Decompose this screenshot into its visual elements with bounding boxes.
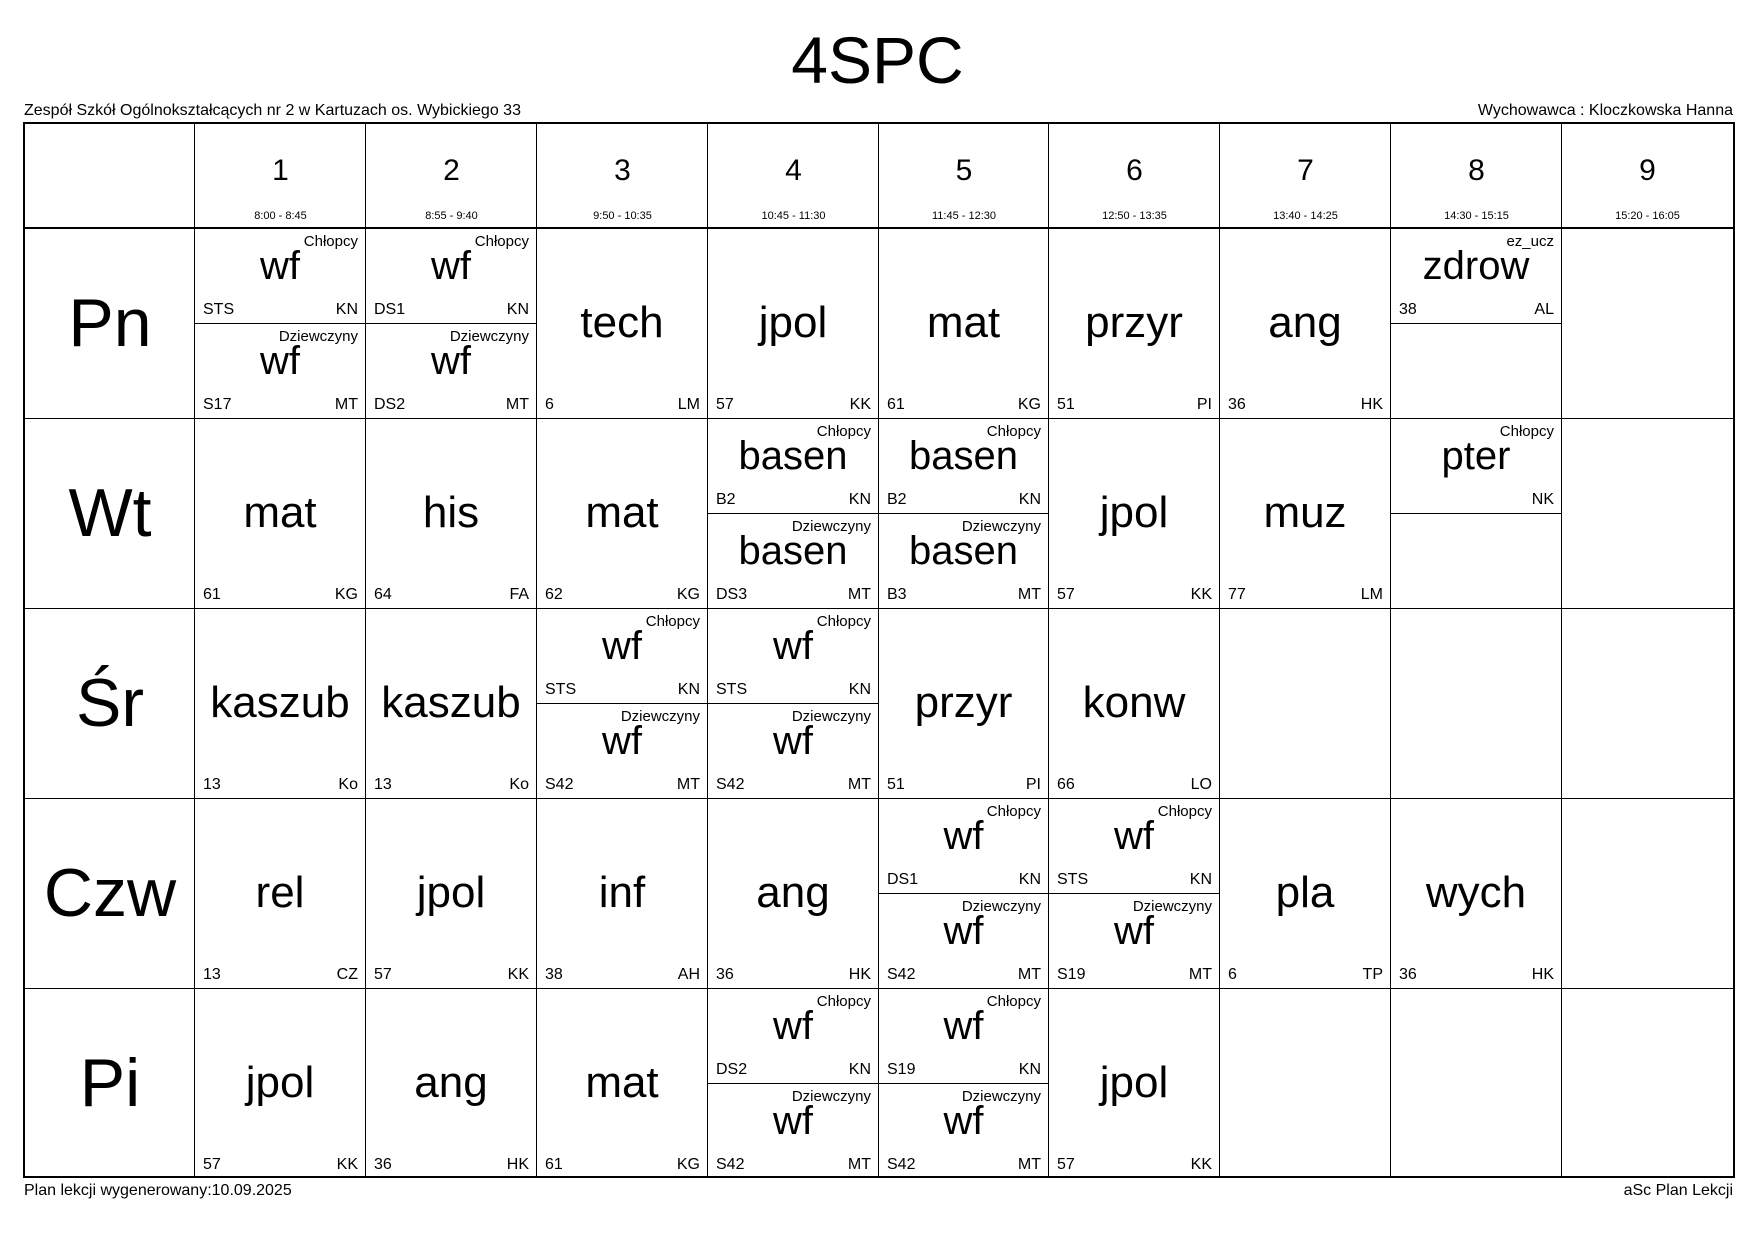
- period-header: [1049, 124, 1220, 228]
- period-header: [537, 124, 708, 228]
- teacher-code: KN: [335, 301, 358, 318]
- day-label: Pi: [79, 1045, 141, 1121]
- teacher-code: KG: [676, 586, 700, 603]
- period-number: 9: [1639, 154, 1656, 187]
- class-teacher: Wychowawca : Kloczkowska Hanna: [1477, 102, 1733, 119]
- teacher-code: KN: [1018, 491, 1041, 508]
- room-code: 64: [374, 586, 392, 603]
- subject-name: wych: [1425, 868, 1527, 917]
- room-code: 36: [1228, 396, 1246, 413]
- period-header: [1220, 124, 1391, 228]
- room-code: DS2: [716, 1061, 748, 1078]
- room-code: S42: [887, 966, 916, 983]
- subject-name: jpol: [1099, 1058, 1169, 1107]
- subject-name: wf: [602, 624, 642, 668]
- room-code: 61: [203, 586, 221, 603]
- room-code: S42: [716, 776, 745, 793]
- subject-name: wf: [773, 719, 813, 763]
- teacher-code: MT: [1017, 586, 1041, 603]
- period-time: 14:30 - 15:15: [1444, 210, 1509, 222]
- room-code: 51: [887, 776, 905, 793]
- teacher-code: HK: [1360, 396, 1383, 413]
- period-header: [1391, 124, 1562, 228]
- lesson-group[interactable]: [708, 608, 878, 703]
- room-code: B3: [887, 586, 907, 603]
- day-label: Śr: [76, 665, 144, 741]
- teacher-code: KN: [1018, 1061, 1041, 1078]
- period-number: 1: [272, 154, 289, 187]
- room-code: STS: [203, 301, 235, 318]
- subject-name: wf: [773, 1004, 813, 1048]
- room-code: 13: [203, 966, 221, 983]
- group-name: ez_ucz: [1506, 233, 1554, 250]
- teacher-code: MT: [334, 396, 358, 413]
- subject-name: basen: [738, 434, 848, 478]
- teacher-code: MT: [847, 776, 871, 793]
- group-name: Chłopcy: [816, 993, 871, 1010]
- lesson-group[interactable]: [195, 323, 365, 418]
- teacher-code: KN: [677, 681, 700, 698]
- subject-name: wf: [943, 814, 984, 858]
- period-time: 15:20 - 16:05: [1615, 210, 1680, 222]
- room-code: 6: [1228, 966, 1237, 983]
- lesson-group[interactable]: [537, 608, 707, 703]
- room-code: 57: [1057, 1156, 1075, 1173]
- room-code: 61: [545, 1156, 563, 1173]
- room-code: STS: [1057, 871, 1089, 888]
- lesson-cell[interactable]: [1220, 798, 1390, 988]
- room-code: S42: [887, 1156, 916, 1173]
- subject-name: basen: [738, 529, 848, 573]
- group-name: Chłopcy: [986, 423, 1041, 440]
- lesson-cell[interactable]: [366, 418, 536, 608]
- teacher-code: PI: [1196, 396, 1212, 413]
- teacher-code: MT: [1188, 966, 1212, 983]
- room-code: 38: [545, 966, 563, 983]
- lesson-group[interactable]: [708, 988, 878, 1083]
- lesson-cell[interactable]: [195, 798, 365, 988]
- subject-name: mat: [243, 488, 317, 537]
- period-time: 11:45 - 12:30: [931, 210, 996, 222]
- teacher-code: KN: [1189, 871, 1212, 888]
- period-header: [195, 124, 366, 228]
- subject-name: wf: [943, 1004, 984, 1048]
- teacher-code: HK: [506, 1156, 529, 1173]
- lesson-cell[interactable]: [708, 228, 878, 418]
- group-name: Chłopcy: [303, 233, 358, 250]
- group-name: Dziewczyny: [791, 708, 871, 725]
- teacher-code: KN: [1018, 871, 1041, 888]
- column-divider: [1561, 124, 1562, 1176]
- subject-name: ang: [756, 868, 830, 917]
- lesson-group[interactable]: [1049, 893, 1219, 988]
- lesson-group[interactable]: [708, 1083, 878, 1178]
- subject-name: wf: [431, 244, 471, 288]
- room-code: 77: [1228, 586, 1246, 603]
- teacher-code: KK: [1190, 586, 1212, 603]
- teacher-code: MT: [1017, 1156, 1041, 1173]
- subject-name: wf: [943, 1099, 984, 1143]
- lesson-cell[interactable]: [537, 798, 707, 988]
- group-name: Dziewczyny: [961, 518, 1041, 535]
- room-code: STS: [716, 681, 748, 698]
- lesson-cell[interactable]: [708, 798, 878, 988]
- period-header: [879, 124, 1049, 228]
- subject-name: his: [422, 488, 480, 537]
- period-time: 9:50 - 10:35: [593, 210, 652, 222]
- day-label: Czw: [43, 855, 177, 931]
- subject-name: jpol: [245, 1058, 315, 1107]
- lesson-cell[interactable]: [537, 988, 707, 1178]
- room-code: 13: [374, 776, 392, 793]
- room-code: 57: [203, 1156, 221, 1173]
- subject-name: jpol: [1099, 488, 1169, 537]
- period-header: [1562, 124, 1733, 228]
- lesson-group[interactable]: [537, 703, 707, 798]
- subject-name: tech: [580, 298, 664, 347]
- teacher-code: PI: [1025, 776, 1041, 793]
- subject-name: kaszub: [381, 678, 521, 727]
- teacher-code: TP: [1362, 966, 1383, 983]
- period-time: 12:50 - 13:35: [1102, 210, 1167, 222]
- group-name: Dziewczyny: [791, 1088, 871, 1105]
- subject-name: ang: [1268, 298, 1342, 347]
- period-number: 8: [1468, 154, 1485, 187]
- lesson-cell[interactable]: [879, 608, 1048, 798]
- room-code: S19: [1057, 966, 1086, 983]
- group-name: Chłopcy: [986, 993, 1041, 1010]
- lesson-group[interactable]: [366, 323, 536, 418]
- subject-name: muz: [1263, 488, 1347, 537]
- subject-name: wf: [1114, 909, 1154, 953]
- teacher-code: Ko: [509, 776, 529, 793]
- group-name: Dziewczyny: [961, 898, 1041, 915]
- group-name: Dziewczyny: [620, 708, 700, 725]
- lesson-cell[interactable]: [1049, 988, 1219, 1178]
- lesson-group[interactable]: [879, 513, 1048, 608]
- subject-name: wf: [431, 339, 471, 383]
- subject-name: mat: [926, 298, 1001, 347]
- lesson-cell[interactable]: [1049, 228, 1219, 418]
- subject-name: mat: [585, 488, 659, 537]
- subject-name: wf: [943, 909, 984, 953]
- room-code: DS1: [887, 871, 919, 888]
- group-name: Chłopcy: [816, 613, 871, 630]
- lesson-cell[interactable]: [537, 228, 707, 418]
- room-code: 66: [1057, 776, 1075, 793]
- teacher-code: KK: [507, 966, 529, 983]
- lesson-group[interactable]: [708, 418, 878, 513]
- period-number: 4: [785, 154, 802, 187]
- subject-name: pla: [1275, 868, 1335, 917]
- subject-name: konw: [1082, 678, 1186, 727]
- subject-name: wf: [773, 1099, 813, 1143]
- room-code: B2: [716, 491, 736, 508]
- group-name: Chłopcy: [816, 423, 871, 440]
- room-code: S17: [203, 396, 232, 413]
- subject-name: zdrow: [1422, 244, 1530, 288]
- group-name: Chłopcy: [1499, 423, 1554, 440]
- room-code: S19: [887, 1061, 916, 1078]
- teacher-code: MT: [676, 776, 700, 793]
- room-code: 36: [374, 1156, 392, 1173]
- room-code: 13: [203, 776, 221, 793]
- subject-name: wf: [1114, 814, 1154, 858]
- lesson-cell[interactable]: [366, 798, 536, 988]
- teacher-code: CZ: [336, 966, 358, 983]
- day-label: Pn: [68, 285, 152, 361]
- teacher-code: KG: [334, 586, 358, 603]
- period-time: 13:40 - 14:25: [1273, 210, 1338, 222]
- group-name: Dziewczyny: [1132, 898, 1212, 915]
- room-code: DS1: [374, 301, 406, 318]
- lesson-cell[interactable]: [1391, 798, 1561, 988]
- room-code: 36: [1399, 966, 1417, 983]
- teacher-code: MT: [847, 1156, 871, 1173]
- app-credit: aSc Plan Lekcji: [1623, 1182, 1733, 1199]
- teacher-code: KK: [336, 1156, 358, 1173]
- subject-name: wf: [260, 339, 300, 383]
- group-name: Dziewczyny: [961, 1088, 1041, 1105]
- teacher-code: MT: [505, 396, 529, 413]
- group-name: Chłopcy: [474, 233, 529, 250]
- room-code: 62: [545, 586, 563, 603]
- subject-name: rel: [255, 868, 305, 917]
- teacher-code: Ko: [338, 776, 358, 793]
- generated-date: Plan lekcji wygenerowany:10.09.2025: [24, 1182, 292, 1199]
- group-divider: [1391, 513, 1561, 514]
- lesson-cell[interactable]: [879, 228, 1048, 418]
- subject-name: wf: [260, 244, 300, 288]
- room-code: 38: [1399, 301, 1417, 318]
- subject-name: wf: [773, 624, 813, 668]
- room-code: S42: [545, 776, 574, 793]
- period-number: 6: [1126, 154, 1143, 187]
- period-number: 7: [1297, 154, 1314, 187]
- lesson-group[interactable]: [1391, 228, 1561, 323]
- lesson-group[interactable]: [879, 988, 1048, 1083]
- teacher-code: LO: [1190, 776, 1212, 793]
- teacher-code: MT: [1017, 966, 1041, 983]
- lesson-cell[interactable]: [1049, 608, 1219, 798]
- lesson-group[interactable]: [708, 513, 878, 608]
- day-label: Wt: [68, 475, 152, 551]
- lesson-group[interactable]: [879, 893, 1048, 988]
- lesson-cell[interactable]: [195, 418, 365, 608]
- lesson-cell[interactable]: [366, 988, 536, 1178]
- group-name: Chłopcy: [1157, 803, 1212, 820]
- teacher-code: MT: [847, 586, 871, 603]
- subject-name: ang: [414, 1058, 488, 1107]
- subject-name: wf: [602, 719, 642, 763]
- group-name: Dziewczyny: [278, 328, 358, 345]
- period-number: 2: [443, 154, 460, 187]
- lesson-group[interactable]: [366, 228, 536, 323]
- lesson-cell[interactable]: [195, 988, 365, 1178]
- teacher-code: KG: [676, 1156, 700, 1173]
- period-time: 8:55 - 9:40: [425, 210, 478, 222]
- room-code: 57: [1057, 586, 1075, 603]
- period-time: 8:00 - 8:45: [254, 210, 307, 222]
- teacher-code: KN: [848, 681, 871, 698]
- period-time: 10:45 - 11:30: [761, 210, 826, 222]
- room-code: S42: [716, 1156, 745, 1173]
- lesson-cell[interactable]: [537, 418, 707, 608]
- room-code: 6: [545, 396, 554, 413]
- subject-name: inf: [598, 868, 646, 917]
- teacher-code: KN: [848, 1061, 871, 1078]
- room-code: B2: [887, 491, 907, 508]
- lesson-group[interactable]: [195, 228, 365, 323]
- lesson-group[interactable]: [879, 1083, 1048, 1178]
- period-header: [708, 124, 879, 228]
- teacher-code: KG: [1017, 396, 1041, 413]
- period-header: [366, 124, 537, 228]
- room-code: 57: [716, 396, 734, 413]
- subject-name: basen: [909, 434, 1018, 478]
- lesson-cell[interactable]: [195, 608, 365, 798]
- timetable-grid: [23, 122, 1735, 1178]
- teacher-code: FA: [509, 586, 529, 603]
- lesson-cell[interactable]: [1220, 228, 1390, 418]
- page-title: 4SPC: [791, 23, 964, 97]
- lesson-group[interactable]: [1391, 418, 1561, 513]
- teacher-code: HK: [848, 966, 871, 983]
- room-code: 36: [716, 966, 734, 983]
- room-code: 51: [1057, 396, 1075, 413]
- subject-name: mat: [585, 1058, 659, 1107]
- teacher-code: LM: [1360, 586, 1383, 603]
- subject-name: przyr: [914, 678, 1013, 727]
- group-name: Chłopcy: [986, 803, 1041, 820]
- teacher-code: AH: [677, 966, 700, 983]
- teacher-code: NK: [1531, 491, 1554, 508]
- teacher-code: HK: [1531, 966, 1554, 983]
- group-name: Chłopcy: [645, 613, 700, 630]
- group-divider: [1391, 323, 1561, 324]
- lesson-cell[interactable]: [1049, 418, 1219, 608]
- lesson-group[interactable]: [708, 703, 878, 798]
- room-code: DS2: [374, 396, 406, 413]
- subject-name: przyr: [1085, 298, 1183, 347]
- subject-name: kaszub: [210, 678, 350, 727]
- teacher-code: LM: [677, 396, 700, 413]
- subject-name: jpol: [758, 298, 828, 347]
- subject-name: pter: [1441, 434, 1511, 478]
- room-code: DS3: [716, 586, 748, 603]
- subject-name: jpol: [416, 868, 486, 917]
- lesson-group[interactable]: [1049, 798, 1219, 893]
- teacher-code: AL: [1534, 301, 1554, 318]
- room-code: STS: [545, 681, 577, 698]
- group-name: Dziewczyny: [791, 518, 871, 535]
- teacher-code: KN: [848, 491, 871, 508]
- teacher-code: KN: [506, 301, 529, 318]
- period-number: 3: [614, 154, 631, 187]
- period-number: 5: [955, 154, 973, 187]
- subject-name: basen: [909, 529, 1018, 573]
- group-name: Dziewczyny: [449, 328, 529, 345]
- room-code: 61: [887, 396, 905, 413]
- school-name: Zespół Szkół Ogólnokształcących nr 2 w Kartuzach os. Wybickiego 33: [24, 102, 521, 119]
- lesson-cell[interactable]: [366, 608, 536, 798]
- lesson-group[interactable]: [879, 798, 1048, 893]
- room-code: 57: [374, 966, 392, 983]
- lesson-group[interactable]: [879, 418, 1048, 513]
- teacher-code: KK: [849, 396, 871, 413]
- teacher-code: KK: [1190, 1156, 1212, 1173]
- lesson-cell[interactable]: [1220, 418, 1390, 608]
